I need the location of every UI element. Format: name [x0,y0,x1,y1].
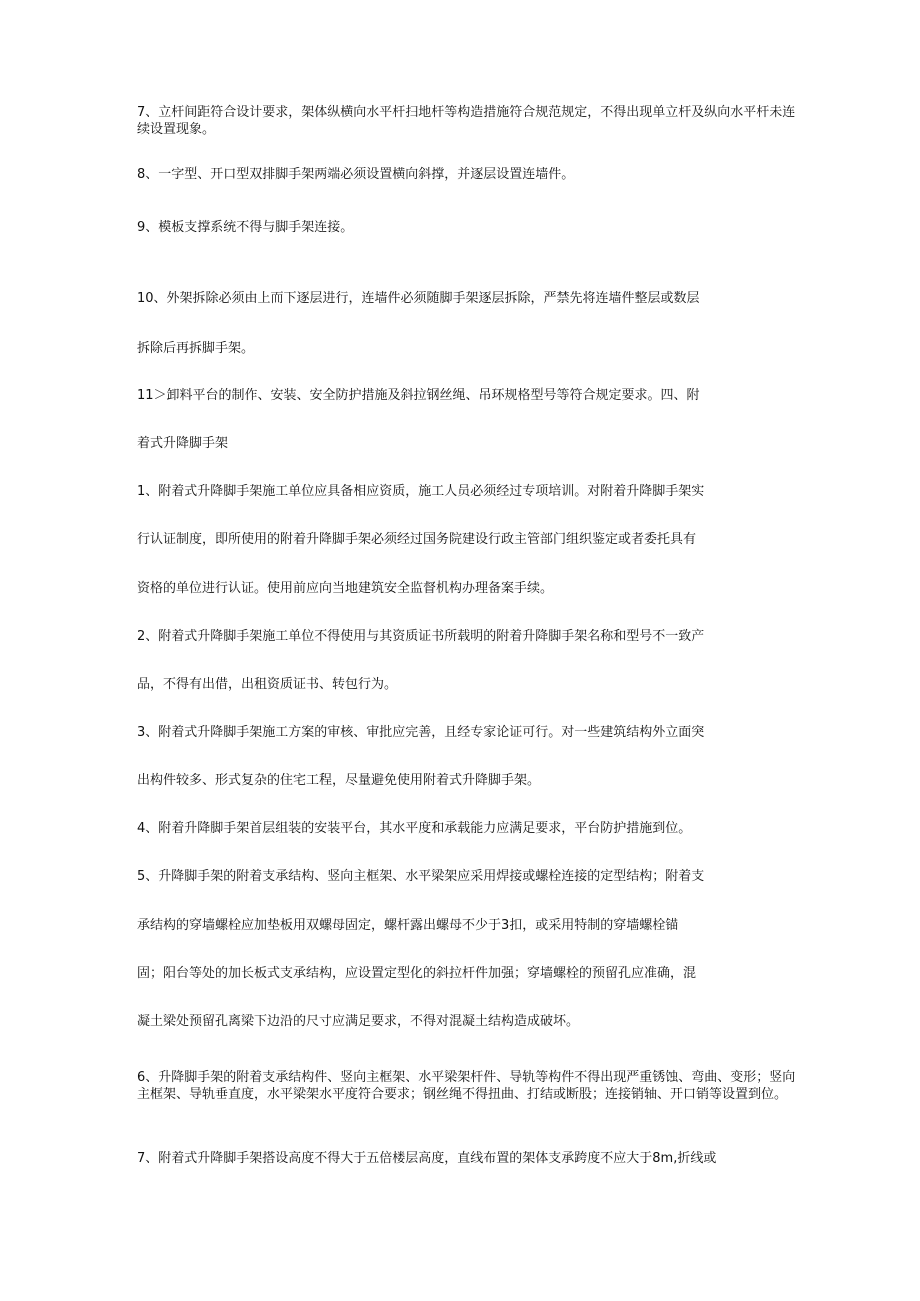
item-5-line-4: 凝土梁处预留孔离梁下边沿的尺寸应满足要求，不得对混凝土结构造成破坏。 [137,1014,580,1029]
item-5-line-3: 固；阳台等处的加长板式支承结构，应设置定型化的斜拉杆件加强；穿墙螺栓的预留孔应准确，混 [137,966,697,981]
item-5-line-1: 5、升降脚手架的附着支承结构、竖向主框架、水平梁架应采用焊接或螺栓连接的定型结构；附着支 [137,869,705,884]
item-2-line-2: 品，不得有出借，出租资质证书、转包行为。 [137,677,398,692]
section-heading-line-2: 着式升降脚手架 [137,436,229,451]
paragraph-8-bracing: 8、一字型、开口型双排脚手架两端必须设置横向斜撑，并逐层设置连墙件。 [137,167,575,182]
item-3-line-1: 3、附着式升降脚手架施工方案的审核、审批应完善，且经专家论证可行。对一些建筑结构外立面突 [137,725,705,740]
paragraph-11-line-1: 11＞卸料平台的制作、安装、安全防护措施及斜拉钢丝绳、吊环规格型号等符合规定要求。四、附 [137,388,700,403]
paragraph-7-scaffold-spacing: 7、立杆间距符合设计要求，架体纵横向水平杆扫地杆等构造措施符合规范规定，不得出现单立杆及纵向水平杆未连续设置现象。 [137,105,796,137]
paragraph-9-formwork: 9、模板支撑系统不得与脚手架连接。 [137,220,354,235]
item-7: 7、附着式升降脚手架搭设高度不得大于五倍楼层高度，直线布置的架体支承跨度不应大于8m,折线或 [137,1151,717,1166]
paragraph-10-line-2: 拆除后再拆脚手架。 [137,341,255,356]
item-1-line-3: 资格的单位进行认证。使用前应向当地建筑安全监督机构办理备案手续。 [137,581,554,596]
item-3-line-2: 出构件较多、形式复杂的住宅工程，尽量避免使用附着式升降脚手架。 [137,773,541,788]
item-6: 6、升降脚手架的附着支承结构件、竖向主框架、水平梁架杆件、导轨等构件不得出现严重锈蚀、弯曲、变形；竖向主框架、导轨垂直度，水平梁架水平度符合要求；钢丝绳不得扭曲、打结或断股；连接销轴、开口销等设置到位。 [137,1070,796,1102]
item-4: 4、附着升降脚手架首层组装的安装平台，其水平度和承载能力应满足要求，平台防护措施到位。 [137,821,692,836]
item-1-line-2: 行认证制度，即所使用的附着升降脚手架必须经过国务院建设行政主管部门组织鉴定或者委托具有 [137,532,697,547]
item-5-line-2: 承结构的穿墙螺栓应加垫板用双螺母固定，螺杆露出螺母不少于3扣，或采用特制的穿墙螺栓锚 [137,918,679,933]
paragraph-10-line-1: 10、外架拆除必须由上而下逐层进行，连墙件必须随脚手架逐层拆除，严禁先将连墙件整层或数层 [137,291,700,306]
item-1-line-1: 1、附着式升降脚手架施工单位应具备相应资质，施工人员必须经过专项培训。对附着升降脚手架实 [137,484,705,499]
item-2-line-1: 2、附着式升降脚手架施工单位不得使用与其资质证书所载明的附着升降脚手架名称和型号不一致产 [137,629,705,644]
